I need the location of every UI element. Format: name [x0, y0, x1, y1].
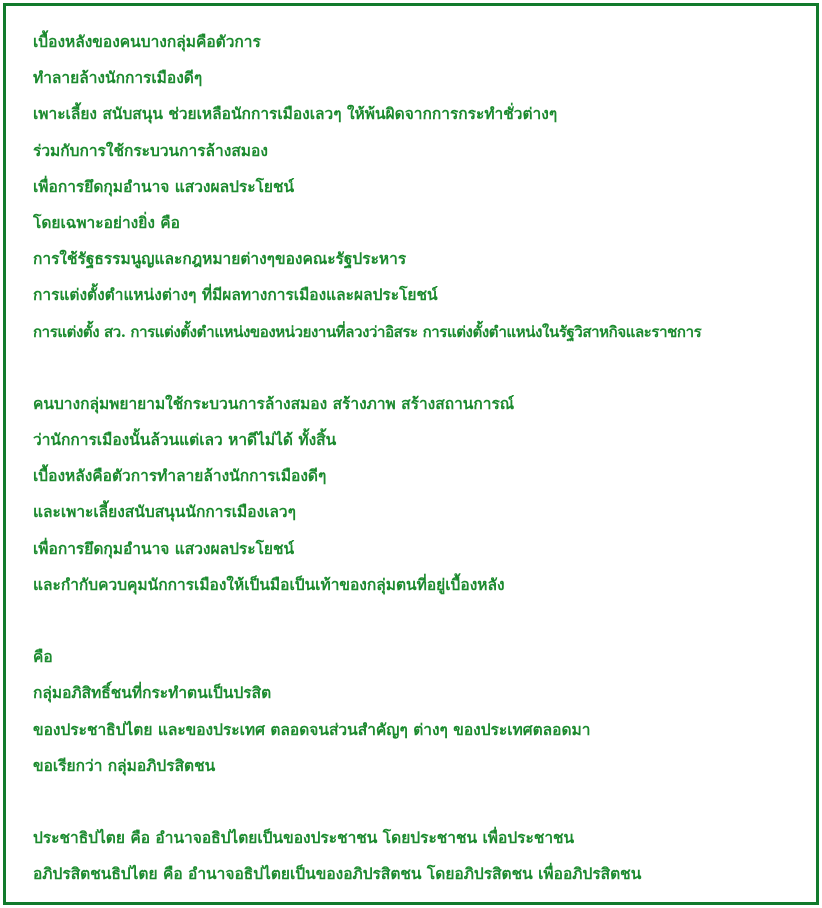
text-line: เพาะเลี้ยง สนับสนุน ช่วยเหลือนักการเมืองเลวๆ ให้พ้นผิดจากการกระทำชั่วต่างๆ [33, 104, 558, 124]
text-line: อภิปรสิตชนธิปไตย คือ อำนาจอธิปไตยเป็นของอภิปรสิตชน โดยอภิปรสิตชน เพื่ออภิปรสิตชน [33, 864, 642, 884]
text-line: โดยเฉพาะอย่างยิ่ง คือ [33, 212, 180, 232]
text-line: เพื่อการยึดกุมอำนาจ แสวงผลประโยชน์ [33, 538, 295, 558]
text-line: การแต่งตั้ง สว. การแต่งตั้งตำแหน่งของหน่วยงานที่ลวงว่าอิสระ การแต่งตั้งตำแหน่งในรัฐวิสาหกิจและราชการ [33, 322, 702, 341]
text-line: คือ [33, 647, 53, 667]
document-body [33, 24, 813, 893]
text-line: ของประชาธิปไตย และของประเทศ ตลอดจนส่วนสำคัญๆ ต่างๆ ของประเทศตลอดมา [33, 719, 591, 739]
text-line: ว่านักการเมืองนั้นล้วนแต่เลว หาดีไม่ได้ ทั้งสิ้น [33, 430, 337, 450]
text-line: การใช้รัฐธรรมนูญและกฎหมายต่างๆของคณะรัฐประหาร [33, 249, 407, 269]
paragraph-1 [33, 24, 813, 350]
paragraph-gap [33, 350, 813, 386]
paragraph-2 [33, 386, 813, 603]
text-line: ขอเรียกว่า กลุ่มอภิปรสิตชน [33, 755, 216, 775]
text-line: กลุ่มอภิสิทธิ์ชนที่กระทำตนเป็นปรสิต [33, 683, 272, 703]
text-line: เพื่อการยึดกุมอำนาจ แสวงผลประโยชน์ [33, 176, 295, 196]
text-line: ประชาธิปไตย คือ อำนาจอธิปไตยเป็นของประชาชน โดยประชาชน เพื่อประชาชน [33, 828, 575, 848]
text-line: เบื้องหลังของคนบางกลุ่มคือตัวการ [33, 32, 261, 51]
paragraph-gap [33, 784, 813, 820]
text-line: และกำกับควบคุมนักการเมืองให้เป็นมือเป็นเท้าของกลุ่มตนที่อยู่เบื้องหลัง [33, 574, 505, 594]
paragraph-4 [33, 820, 813, 892]
paragraph-gap [33, 603, 813, 639]
text-line: เบื้องหลังคือตัวการทำลายล้างนักการเมืองดีๆ [33, 466, 327, 486]
text-line: ทำลายล้างนักการเมืองดีๆ [33, 68, 203, 88]
text-line: และเพาะเลี้ยงสนับสนุนนักการเมืองเลวๆ [33, 502, 296, 522]
text-line: คนบางกลุ่มพยายามใช้กระบวนการล้างสมอง สร้างภาพ สร้างสถานการณ์ [33, 393, 515, 413]
text-line: ร่วมกับการใช้กระบวนการล้างสมอง [33, 140, 268, 160]
paragraph-3 [33, 639, 813, 784]
document-frame [3, 3, 819, 905]
text-line: การแต่งตั้งตำแหน่งต่างๆ ที่มีผลทางการเมืองและผลประโยชน์ [33, 285, 438, 305]
